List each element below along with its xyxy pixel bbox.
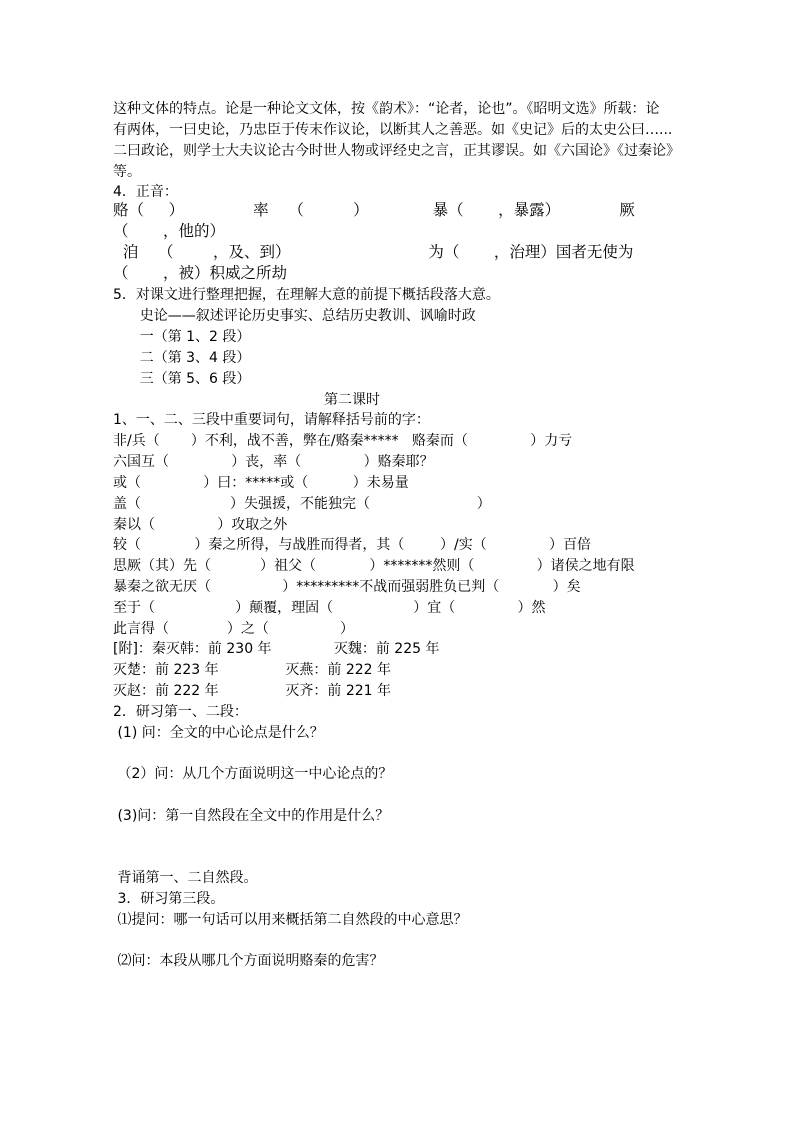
text-line: (1) 问：全文的中心论点是什么？ [113,725,324,741]
text-line: 5．对课文进行整理把握，在理解大意的前提下概括段落大意。 [113,287,500,303]
text-line: 盖（ ）失强援，不能独完（ ） [113,496,491,512]
text-line: 二（第 3、4 段） [113,350,251,366]
section-heading: 第二课时 [324,392,380,408]
text-line: 灭赵：前 222 年 灭齐：前 221 年 [113,683,391,699]
text-line: 4．正音： [113,184,178,200]
text-line: 非/兵（ ）不利，战不善，弊在/赂秦***** 赂秦而（ ）力亏 [113,433,573,449]
text-line: 六国互（ ）丧，率（ ）赂秦耶？ [113,454,434,470]
text-line: （ ，他的） [113,222,225,240]
text-line: 史论——叙述评论历史事实、总结历史教训、讽喻时政 [113,308,476,324]
text-line: 至于（ ）颠覆，理固（ ）宜（ ）然 [113,600,546,616]
text-line: 洎 （ ，及、到） 为（ ，治理）国者无使为 [113,243,634,261]
text-line: [附]：秦灭韩：前 230 年 灭魏：前 225 年 [113,641,440,657]
text-line: （2）问：从几个方面说明这一中心论点的？ [113,766,393,782]
text-line: 3．研习第三段。 [113,891,225,907]
text-line: (3)问：第一自然段在全文中的作用是什么？ [113,808,390,824]
text-line: 或（ ）曰：*****或（ ）未易量 [113,475,409,491]
text-line: ⑵问：本段从哪几个方面说明赂秦的危害？ [113,953,384,969]
text-line: 秦以（ ）攻取之外 [113,517,288,533]
text-line: 一（第 1、2 段） [113,329,251,345]
text-line: 这种文体的特点。论是一种论文文体，按《韵术》：“论者，论也”。《昭明文选》所载：论 [113,101,660,117]
text-line: 此言得（ ）之（ ） [113,621,355,637]
text-line: 1、一、二、三段中重要词句，请解释括号前的字： [113,412,430,428]
text-line: 灭楚：前 223 年 灭燕：前 222 年 [113,662,391,678]
text-line: 有两体，一曰史论，乃忠臣于传末作议论，以断其人之善恶。如《史记》后的太史公曰…... [113,122,673,138]
text-line: 背诵第一、二自然段。 [113,870,258,886]
text-line: 三（第 5、6 段） [113,371,251,387]
text-line: 暴秦之欲无厌（ ）*********不战而强弱胜负已判（ ）矣 [113,579,581,595]
text-line: 赂（ ） 率 （ ） 暴（ ，暴露） 厥 [113,201,635,219]
text-line: 等。 [113,164,141,180]
text-line: ⑴提问：哪一句话可以用来概括第二自然段的中心意思？ [113,912,468,928]
text-line: （ ，被）积威之所劫 [113,264,287,282]
text-line: 较（ ）秦之所得，与战胜而得者，其（ ）/实（ ）百倍 [113,537,592,553]
text-line: 二曰政论，则学士大夫议论古今时世人物或评经史之言，正其谬误。如《六国论》《过秦论》 [113,143,680,159]
text-line: 2．研习第一、二段： [113,704,248,720]
text-line: 思厥（其）先（ ）祖父（ ）*******然则（ ）诸侯之地有限 [113,558,635,574]
